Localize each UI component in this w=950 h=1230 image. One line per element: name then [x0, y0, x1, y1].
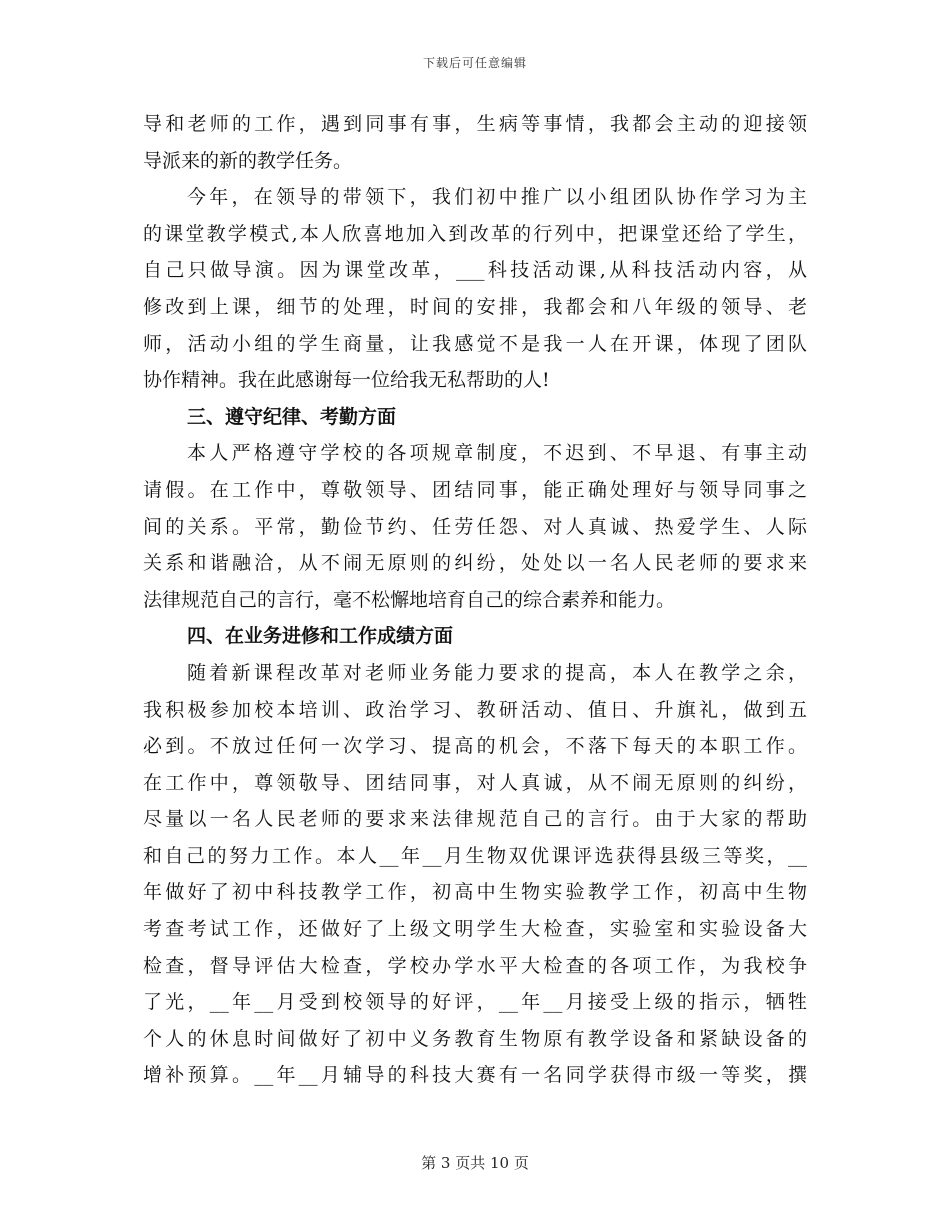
page-number: 第 3 页共 10 页 — [421, 1154, 529, 1172]
text-line: 个人的休息时间做好了初中义务教育生物原有教学设备和紧缺设备的 — [143, 1027, 807, 1050]
text-line: 间的关系。平常，勤俭节约、任劳任怨、对人真诚、热爱学生、人际 — [143, 515, 807, 538]
text-line: 请假。在工作中，尊敬领导、团结同事，能正确处理好与领导同事之 — [143, 478, 807, 501]
section-heading: 三、遵守纪律、考勤方面 — [187, 405, 397, 428]
text-line: 增补预算。__年__月辅导的科技大赛有一名同学获得市级一等奖，撰 — [143, 1064, 807, 1087]
text-line: 协作精神。我在此感谢每一位给我无私帮助的人! — [143, 369, 550, 392]
text-line: 了光，__年__月受到校领导的好评，__年__月接受上级的指示，牺牲 — [143, 991, 807, 1014]
text-line: 随着新课程改革对老师业务能力要求的提高，本人在教学之余， — [187, 661, 807, 684]
text-line: 在工作中，尊领敬导、团结同事，对人真诚，从不闹无原则的纠纷， — [143, 771, 807, 794]
text-line: 导和老师的工作，遇到同事有事，生病等事情，我都会主动的迎接领 — [143, 113, 807, 135]
text-line: 检查，督导评估大检查，学校办学水平大检查的各项工作，为我校争 — [143, 954, 807, 977]
text-line: 修改到上课，细节的处理，时间的安排，我都会和八年级的领导、老 — [143, 295, 807, 318]
text-line: 导派来的新的教学任务。 — [143, 149, 353, 172]
text-line: 关系和谐融洽，从不闹无原则的纠纷，处处以一名人民老师的要求来 — [143, 552, 807, 575]
text-line: 和自己的努力工作。本人__年__月生物双优课评选获得县级三等奖，__ — [143, 844, 807, 867]
text-line: 考查考试工作，还做好了上级文明学生大检查，实验室和实验设备大 — [143, 918, 807, 941]
text-line: 今年，在领导的带领下，我们初中推广以小组团队协作学习为主 — [187, 186, 807, 209]
page-header: 下载后可任意编辑 — [422, 56, 527, 70]
text-line: 法律规范自己的言行，毫不松懈地培育自己的综合素养和能力。 — [143, 588, 676, 611]
section-heading: 四、在业务进修和工作成绩方面 — [187, 625, 454, 648]
text-line: 我积极参加校本培训、政治学习、教研活动、值日、升旗礼，做到五 — [143, 698, 807, 721]
text-line: 的课堂教学模式,本人欣喜地加入到改革的行列中，把课堂还给了学生， — [143, 222, 807, 245]
text-line: 本人严格遵守学校的各项规章制度，不迟到、不早退、有事主动 — [187, 442, 807, 465]
text-line: 师，活动小组的学生商量，让我感觉不是我一人在开课，体现了团队 — [143, 332, 807, 355]
text-line: 尽量以一名人民老师的要求来法律规范自己的言行。由于大家的帮助 — [143, 808, 807, 831]
text-line: 年做好了初中科技教学工作，初高中生物实验教学工作，初高中生物 — [143, 881, 807, 904]
text-line: 自己只做导演。因为课堂改革，___科技活动课,从科技活动内容，从 — [143, 259, 807, 282]
document-body — [143, 106, 807, 1094]
text-line: 必到。不放过任何一次学习、提高的机会，不落下每天的本职工作。 — [143, 735, 807, 758]
